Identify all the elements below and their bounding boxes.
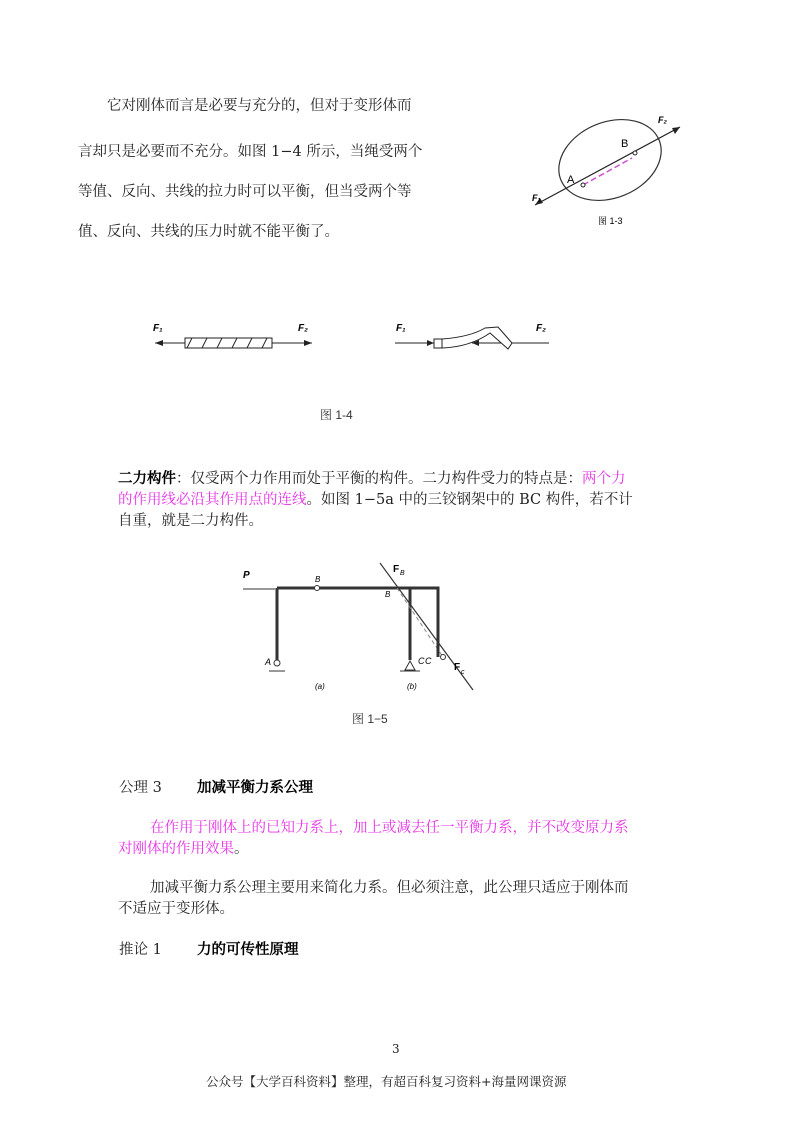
subfigure-b-caption: (b) — [407, 682, 417, 691]
text-line: 言却只是必要而不充分。如图 1−4 所示，当绳受两个 — [78, 144, 423, 160]
text-line: 等值、反向、共线的拉力时可以平衡，但当受两个等 — [78, 184, 412, 200]
axiom-note: 加减平衡力系公理主要用来简化力系。但必须注意，此公理只适应于刚体而 — [150, 880, 629, 896]
label-fc: F — [454, 662, 461, 673]
axiom-title: 加减平衡力系公理 — [197, 780, 313, 796]
dashed-ab — [583, 158, 632, 185]
figure-caption: 图 1-3 — [598, 216, 623, 226]
label-b: B — [621, 138, 629, 150]
figure-1-4 — [150, 315, 560, 425]
label-fb-subscript: B — [400, 570, 405, 577]
label-f2: F₂ — [658, 115, 667, 125]
tension-rope — [153, 323, 312, 348]
force-line — [535, 127, 680, 205]
page-number: 3 — [392, 1042, 400, 1056]
label-f2: F₂ — [298, 323, 308, 334]
text-line: 值、反向、共线的压力时就不能平衡了。 — [78, 224, 339, 240]
label-b: B — [315, 575, 321, 584]
text-line — [118, 469, 626, 489]
axiom-statement — [118, 839, 249, 859]
text-line — [118, 490, 633, 510]
label-b: B — [385, 590, 391, 599]
text-segment: 。如图 1−5a 中的三铰钢架中的 BC 构件，若不计 — [306, 492, 633, 508]
axiom-statement: 在作用于刚体上的已知力系上，加上或减去任一平衡力系，并不改变原力系 — [150, 820, 629, 836]
label-fc-subscript: c — [461, 669, 465, 676]
label-c: C — [418, 656, 425, 666]
corollary-title: 力的可传性原理 — [197, 942, 299, 958]
label-f2: F₂ — [536, 323, 546, 334]
point-a — [581, 183, 585, 187]
term-two-force-member: 二力构件 — [118, 471, 176, 487]
highlight-segment: 对刚体的作用效果 — [118, 841, 234, 857]
label-f1: F₁ — [396, 323, 406, 334]
point-b — [633, 151, 637, 155]
footer-note: 公众号【大学百科资料】整理，有超百科复习资料+海量网课资源 — [206, 1074, 567, 1089]
compressed-rope — [395, 323, 549, 349]
text-segment: 。 — [234, 841, 249, 857]
text-line: 它对刚体而言是必要与充分的，但对于变形体而 — [107, 98, 412, 114]
axiom-number: 公理 3 — [119, 780, 162, 796]
figure-1-3 — [520, 105, 700, 235]
subfigure-a-caption: (a) — [315, 682, 325, 691]
figure-caption: 图 1-4 — [320, 408, 353, 422]
label-p: P — [243, 570, 250, 581]
text-segment: ：仅受两个力作用而处于平衡的构件。二力构件受力的特点是： — [176, 471, 582, 487]
label-a: A — [265, 657, 272, 667]
figure-caption: 图 1−5 — [352, 712, 388, 726]
highlight-segment: 两个力 — [582, 471, 626, 487]
figure-1-5 — [235, 560, 475, 730]
highlight-segment: 的作用线必沿其作用点的连线 — [118, 492, 307, 508]
label-a: A — [567, 174, 575, 186]
axiom-note: 不适应于变形体。 — [118, 901, 234, 917]
text-line: 自重，就是二力构件。 — [118, 513, 263, 529]
rigid-body-outline — [547, 105, 674, 215]
corollary-number: 推论 1 — [119, 942, 162, 958]
label-c: C — [425, 656, 432, 666]
label-f1: F₁ — [153, 323, 163, 334]
label-fb: F — [393, 564, 400, 575]
label-f1: F₁ — [532, 193, 541, 203]
